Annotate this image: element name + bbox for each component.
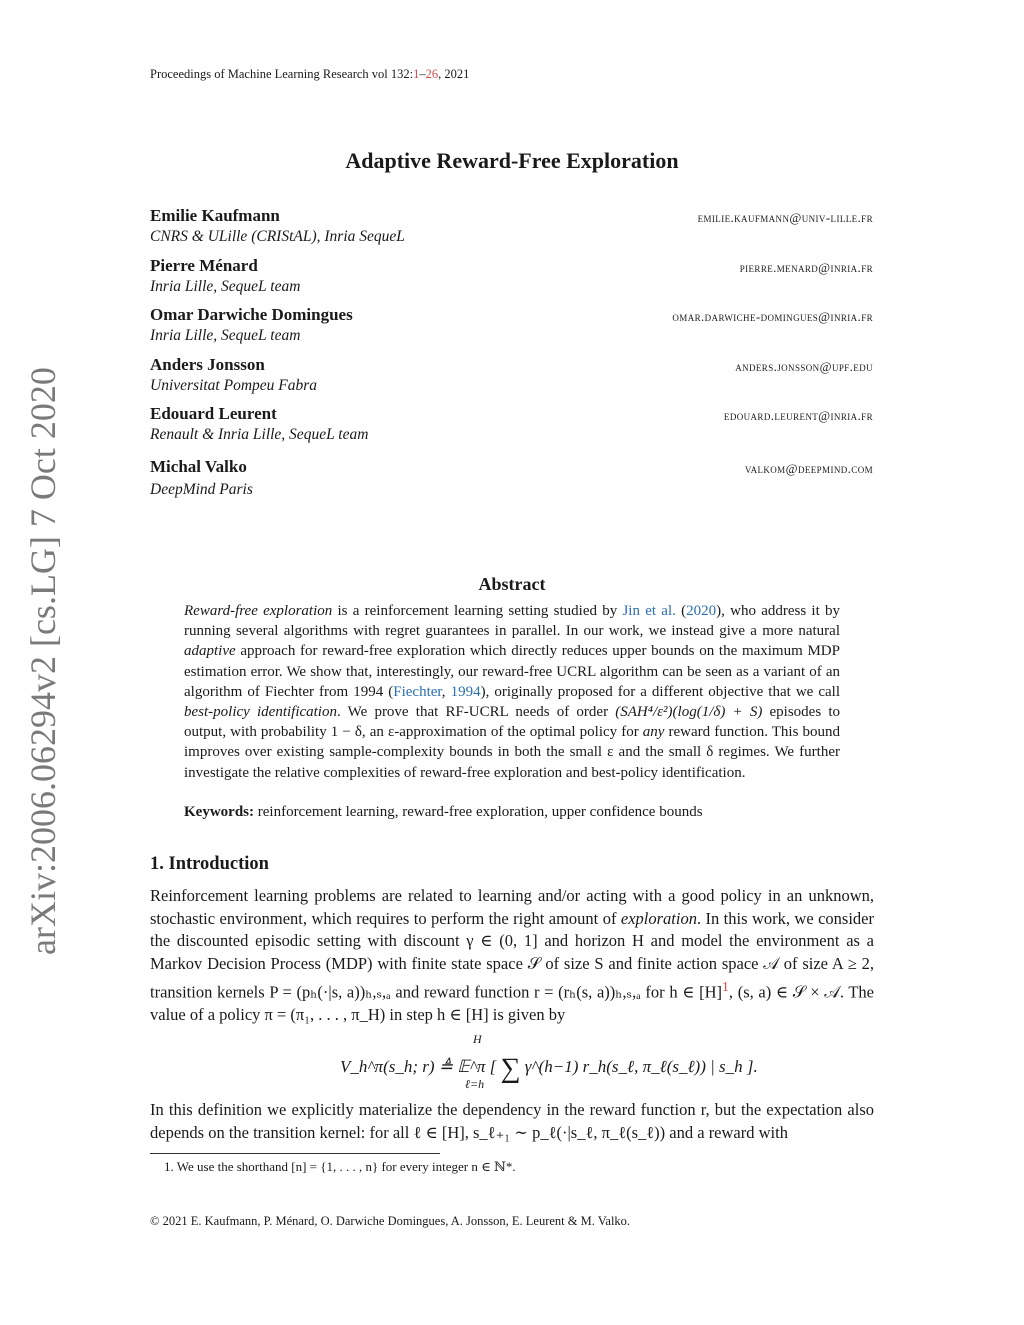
intro-text: Reinforcement learning problems are related to learning and/or acting with a good policy in an unknown, stochastic environment, which requires to perform the right amount of (150, 886, 874, 928)
author-affiliation: Inria Lille, SequeL team (150, 278, 301, 295)
arxiv-stamp (22, 365, 62, 955)
abstract-any: any (642, 724, 665, 741)
section-heading-introduction: 1. Introduction (150, 854, 269, 874)
author-name: Michal Valko (150, 457, 247, 476)
equation-sum-symbol: ∑ (500, 1053, 521, 1084)
intro-paragraph (150, 885, 874, 1027)
intro-text: . In this work, we consider the discounted episodic setting with discount γ ∈ (0, 1] and horizon H and model the environment as a Markov Decision Process (MDP) with finite state space 𝒮 of size S and finite action space 𝒜 of size A ≥ 2, transition kernels P = (pₕ(·|s, a))ₕ,ₛ,ₐ and reward function r = (rₕ(s, a))ₕ,ₛ,ₐ for h ∈ [H] (150, 908, 874, 1002)
proceedings-header (150, 67, 469, 82)
proceedings-text: Proceedings of Machine Learning Research vol 132: (150, 67, 414, 81)
equation-upper-limit: H (473, 1032, 482, 1046)
citation-jin-link[interactable]: Jin et al. (622, 603, 676, 619)
author-affiliation: Universitat Pompeu Fabra (150, 377, 318, 394)
author-affiliation: DeepMind Paris (150, 481, 253, 498)
citation-fiechter-link[interactable]: Fiechter (393, 683, 442, 700)
proceedings-year: , 2021 (438, 67, 470, 81)
keywords-label: Keywords: (184, 804, 254, 820)
author-email[interactable]: anders.jonsson@upf.edu (735, 359, 873, 374)
page-start-link[interactable]: 1 (413, 67, 420, 81)
arxiv-stamp-text: arXiv:2006.06294v2 [cs.LG] 7 Oct 2020 (23, 367, 63, 955)
author-affiliation: Inria Lille, SequeL team (150, 327, 301, 344)
abstract-heading: Abstract (478, 574, 546, 594)
author-email[interactable]: valkom@deepmind.com (744, 461, 873, 476)
copyright-notice: © 2021 E. Kaufmann, P. Ménard, O. Darwiche Domingues, A. Jonsson, E. Leurent & M. Valko. (150, 1214, 631, 1228)
footnote: 1. We use the shorthand [n] = {1, . . . , n} for every integer n ∈ ℕ*. (164, 1159, 516, 1174)
page-end-link[interactable]: 26 (425, 67, 439, 81)
author-name: Pierre Ménard (150, 256, 258, 275)
author-affiliation: Renault & Inria Lille, SequeL team (150, 426, 369, 443)
intro-paragraph-2: In this definition we explicitly materialize the dependency in the reward function r, but the expectation also depends on the transition kernel: for all ℓ ∈ [H], s_ℓ₊₁ ∼ p_ℓ(·|s_ℓ, π_ℓ(s_ℓ)) and a reward with (150, 1100, 874, 1142)
author-name: Omar Darwiche Domingues (150, 305, 353, 324)
author-name: Anders Jonsson (150, 355, 265, 374)
abstract-rf-term: Reward-free exploration (184, 603, 333, 619)
intro-text: , (s, a) ∈ 𝒮 × 𝒜. The value of a policy π = (π₁, . . . , π_H) in step h ∈ [H] is given by (150, 982, 874, 1025)
abstract-text: ), originally proposed for a different objective that we call (480, 683, 840, 700)
abstract-bpi: best-policy identification (184, 704, 337, 721)
equation-term: γ^(h−1) r_h(s_ℓ, π_ℓ(s_ℓ)) | s_h ]. (520, 1057, 758, 1076)
abstract-body: Reward-free exploration is a reinforcement learning setting studied by Jin et al. (2020), who address it by running several algorithms with regret guarantees in parallel. In our work, we instead give a more natural adaptive approach for reward-free exploration which directly reduces upper bounds on the maximum MDP estimation error. We show that, interestingly, our reward-free UCRL algorithm can be seen as a variant of an algorithm of Fiechter from 1994 (Fiechter, 1994), originally proposed for a different objective that we call best-policy identification. We prove that RF-UCRL needs of order (SAH⁴/ε²)(log(1/δ) + S) episodes to output, with probability 1 − δ, an ε-approximation of the optimal policy for any reward function. This bound improves over existing sample-complexity bounds in both the small ε and the small δ regimes. We further investigate the relative complexities of reward-free exploration and best-policy identification. (184, 603, 841, 781)
author-email[interactable]: edouard.leurent@inria.fr (723, 408, 873, 423)
citation-jin-year-link[interactable]: 2020 (686, 603, 717, 619)
abstract-text: episodes to output, with probability 1 − δ, an ε-approximation of the optimal policy for (184, 704, 841, 741)
keywords-text: reinforcement learning, reward-free exploration, upper confidence bounds (254, 804, 703, 820)
value-equation (340, 1032, 758, 1092)
abstract-text: approach for reward-free exploration which directly reduces upper bounds on the maximum MDP estimation error. We show that, interestingly, our reward-free UCRL algorithm can be seen as a variant of an algorithm of Fiechter from 1994 ( (184, 643, 840, 700)
author-name: Emilie Kaufmann (150, 206, 280, 225)
abstract-text: . We prove that RF-UCRL needs of order (336, 704, 616, 721)
intro-exploration: exploration (620, 908, 697, 928)
equation-lower-limit: ℓ=h (465, 1077, 485, 1091)
abstract-text: ), who address it by running several algorithms with regret guarantees in parallel. In our work, we instead give a more natural (184, 603, 840, 640)
equation-lhs: V_h^π(s_h; r) ≜ 𝔼^π [ (340, 1057, 501, 1076)
abstract-complexity: (SAH⁴/ε²)(log(1/δ) + S) (615, 704, 763, 721)
author-affiliation: CNRS & ULille (CRIStAL), Inria SequeL (150, 228, 405, 245)
footnote-marker-link[interactable]: 1 (722, 978, 729, 994)
paper-title: Adaptive Reward-Free Exploration (345, 148, 679, 173)
author-email[interactable]: emilie.kaufmann@univ-lille.fr (697, 210, 873, 225)
keywords (184, 804, 840, 821)
abstract-text: reward function. This bound improves over existing sample-complexity bounds in both the small ε and the small δ regimes. We further investigate the relative complexities of reward-free exploration and best-policy identification. (184, 724, 840, 781)
author-email[interactable]: pierre.menard@inria.fr (739, 260, 873, 275)
author-email[interactable]: omar.darwiche-domingues@inria.fr (672, 309, 873, 324)
abstract-adaptive: adaptive (184, 643, 236, 660)
author-name: Edouard Leurent (150, 404, 277, 423)
citation-fiechter-year-link[interactable]: 1994 (450, 683, 481, 700)
page-separator: – (419, 67, 426, 81)
footnote-divider (150, 1153, 440, 1154)
abstract-text: is a reinforcement learning setting studied by (332, 603, 623, 619)
